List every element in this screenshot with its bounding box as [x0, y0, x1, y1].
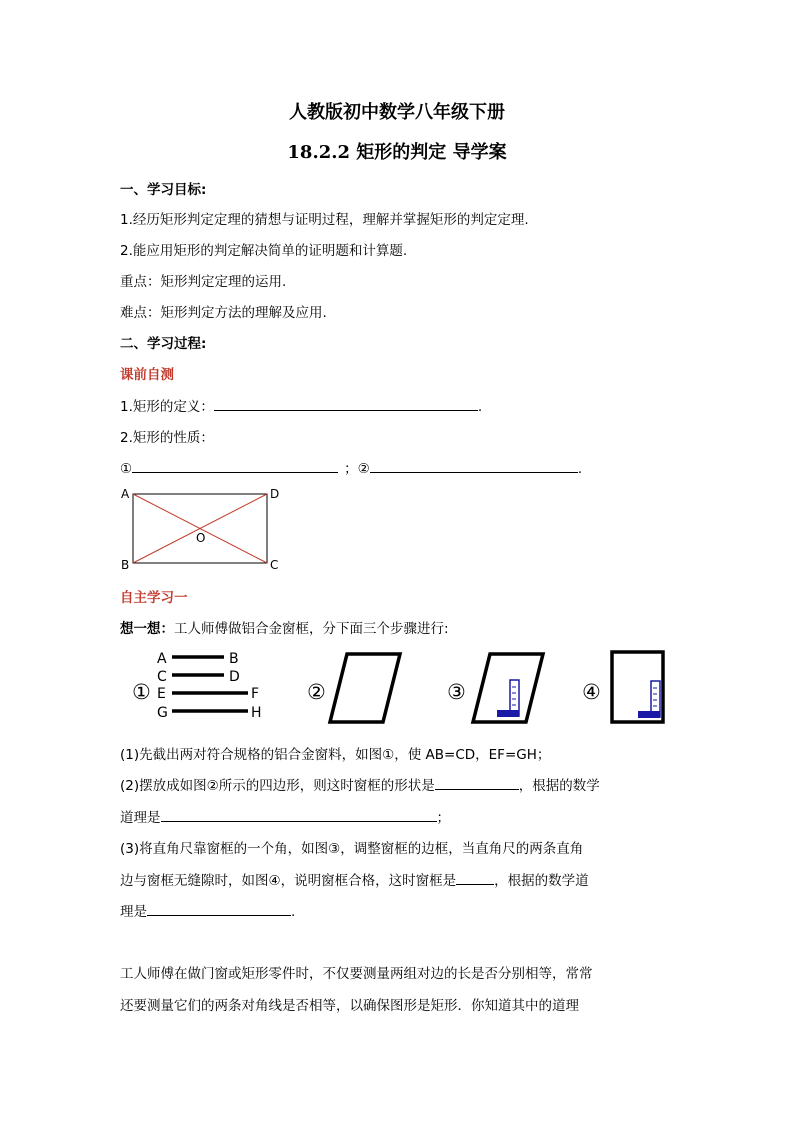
- label-o: O: [196, 531, 206, 545]
- label-b: B: [121, 558, 130, 572]
- instruction-2a-suffix: ，根据的数学: [518, 778, 600, 794]
- label-d: D: [270, 487, 280, 501]
- instruction-2b-suffix: ；: [436, 810, 450, 826]
- bar-label-d: D: [229, 669, 240, 685]
- label-c: C: [270, 558, 279, 572]
- step-4-mark: ④: [582, 680, 601, 704]
- label-a: A: [121, 487, 130, 501]
- bar-label-e: E: [157, 686, 166, 702]
- question-1: [120, 395, 482, 415]
- difficulty-point: 难点：矩形判定方法的理解及应用.: [120, 305, 327, 321]
- set-square-icon: [497, 680, 519, 717]
- goal-item-2: 2.能应用矩形的判定解决简单的证明题和计算题.: [120, 243, 408, 259]
- self-study-heading: 自主学习一: [120, 590, 188, 606]
- closing-line-2: 还要测量它们的两条对角线是否相等，以确保图形是矩形．你知道其中的道理: [120, 998, 579, 1014]
- think-text: 工人师傅做铝合金窗框，分下面三个步骤进行:: [174, 621, 449, 637]
- instruction-3b: [120, 869, 589, 889]
- closing-line-1: 工人师傅在做门窗或矩形零件时，不仅要测量两组对边的长是否分别相等，常常: [120, 966, 593, 982]
- separator: ；: [344, 461, 358, 477]
- answer-blank-definition[interactable]: [214, 398, 478, 411]
- instruction-3b-suffix: ，根据的数学道: [494, 873, 589, 889]
- answer-blank-property-1[interactable]: [132, 460, 338, 473]
- document-title: 人教版初中数学八年级下册: [289, 102, 505, 123]
- circle-1-mark: ①: [120, 461, 133, 477]
- goal-item-1: 1.经历矩形判定定理的猜想与证明过程，理解并掌握矩形的判定定理.: [120, 212, 529, 228]
- instruction-2a: [120, 774, 600, 794]
- bar-label-g: G: [157, 705, 168, 721]
- question-1-prefix: 1.矩形的定义：: [120, 399, 214, 415]
- instruction-3a: (3)将直角尺靠窗框的一个角，如图③，调整窗框的边框，当直角尺的两条直角: [120, 841, 584, 857]
- instruction-2b: [120, 806, 450, 826]
- question-1-suffix: .: [477, 399, 483, 415]
- process-heading: 二、学习过程:: [120, 336, 207, 352]
- answer-blank-frame[interactable]: [456, 872, 494, 885]
- goals-heading: 一、学习目标:: [120, 182, 207, 198]
- answer-blank-shape[interactable]: [435, 777, 519, 790]
- question-2-blanks: [120, 457, 582, 477]
- answer-blank-reason-1[interactable]: [161, 809, 437, 822]
- step-2-mark: ②: [307, 680, 326, 704]
- think-line: [120, 617, 449, 637]
- instruction-2a-prefix: (2)摆放成如图②所示的四边形，则这时窗框的形状是: [120, 778, 435, 794]
- think-label: 想一想：: [120, 621, 174, 637]
- pre-test-heading: 课前自测: [120, 367, 174, 383]
- instruction-2b-prefix: 道理是: [120, 810, 161, 826]
- rectangle-figure: [118, 484, 288, 576]
- set-square-icon: [638, 681, 660, 718]
- answer-blank-reason-2[interactable]: [147, 903, 291, 916]
- instruction-3c-suffix: .: [291, 904, 296, 920]
- step-3-mark: ③: [447, 680, 466, 704]
- bar-label-a: A: [157, 651, 167, 667]
- circle-2-mark: ②: [357, 461, 370, 477]
- steps-figure: [120, 645, 680, 730]
- key-point: 重点：矩形判定定理的运用.: [120, 274, 287, 290]
- question-2: 2.矩形的性质：: [120, 430, 214, 446]
- answer-blank-property-2[interactable]: [370, 460, 578, 473]
- parallelogram-frame: [330, 654, 400, 722]
- bar-label-c: C: [157, 669, 167, 685]
- step-1-mark: ①: [132, 680, 151, 704]
- document-subtitle: 18.2.2 矩形的判定 导学案: [287, 142, 507, 163]
- bar-label-b: B: [229, 651, 239, 667]
- instruction-3b-prefix: 边与窗框无缝隙时，如图④，说明窗框合格，这时窗框是: [120, 873, 457, 889]
- bar-label-h: H: [251, 705, 262, 721]
- instruction-3c: [120, 900, 295, 920]
- question-2-end: .: [577, 461, 583, 477]
- bar-label-f: F: [251, 686, 260, 702]
- instruction-3c-prefix: 理是: [120, 904, 147, 920]
- instruction-1: (1)先截出两对符合规格的铝合金窗料，如图①，使 AB=CD，EF=GH；: [120, 747, 551, 763]
